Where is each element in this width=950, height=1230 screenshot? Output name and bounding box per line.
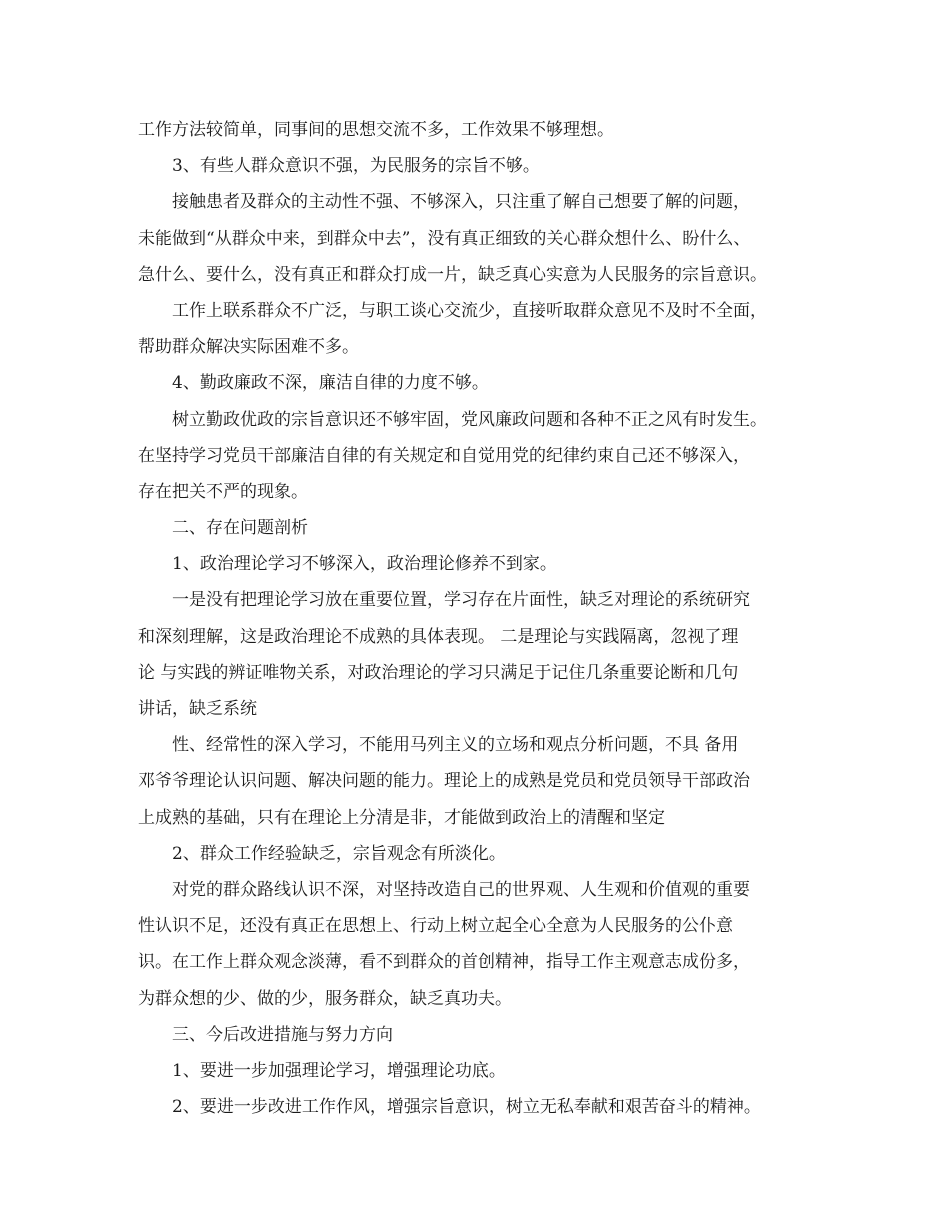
text-line: 识。在工作上群众观念淡薄，看不到群众的首创精神，指导工作主观意志成份多， <box>138 952 750 973</box>
text-line: 工作方法较简单，同事间的思想交流不多，工作效果不够理想。 <box>138 120 614 140</box>
text-line: 和深刻理解，这是政治理论不成熟的具体表现。 二是理论与实践隔离，忽视了理 <box>138 626 739 647</box>
text-line: 上成熟的基础，只有在理论上分清是非，才能做到政治上的清醒和坚定 <box>138 807 665 828</box>
text-line: 性认识不足，还没有真正在思想上、行动上树立起全心全意为人民服务的公仆意 <box>138 916 733 937</box>
text-line: 2、要进一步改进工作作风，增强宗旨意识，树立无私奉献和艰苦奋斗的精神。 <box>172 1097 761 1118</box>
text-line: 三、今后改进措施与努力方向 <box>172 1024 393 1045</box>
text-line: 3、有些人群众意识不强，为民服务的宗旨不够。 <box>172 156 540 177</box>
text-line: 1、要进一步加强理论学习，增强理论功底。 <box>172 1060 506 1081</box>
text-line: 一是没有把理论学习放在重要位置，学习存在片面性，缺乏对理论的系统研究 <box>172 590 750 611</box>
text-line: 对党的群众路线认识不深，对坚持改造自己的世界观、人生观和价值观的重要 <box>172 879 750 900</box>
text-line: 在坚持学习党员干部廉洁自律的有关规定和自觉用党的纪律约束自己还不够深入， <box>138 445 750 466</box>
text-line: 二、存在问题剖析 <box>172 518 308 539</box>
text-line: 帮助群众解决实际困难不多。 <box>138 337 359 358</box>
text-line: 论 与实践的辨证唯物关系，对政治理论的学习只满足于记住几条重要论断和几句 <box>138 662 739 683</box>
text-line: 工作上联系群众不广泛，与职工谈心交流少，直接听取群众意见不及时不全面， <box>172 300 767 321</box>
text-line: 为群众想的少、做的少，服务群众，缺乏真功夫。 <box>138 988 512 1009</box>
text-line: 4、勤政廉政不深，廉洁自律的力度不够。 <box>172 373 489 394</box>
text-line: 急什么、要什么，没有真正和群众打成一片，缺乏真心实意为人民服务的宗旨意识。 <box>138 264 767 285</box>
text-line: 1、政治理论学习不够深入，政治理论修养不到家。 <box>172 554 557 575</box>
text-line: 邓爷爷理论认识问题、解决问题的能力。理论上的成熟是党员和党员领导干部政治 <box>138 771 750 792</box>
text-line: 存在把关不严的现象。 <box>138 481 308 502</box>
text-line: 性、经常性的深入学习，不能用马列主义的立场和观点分析问题，不具 备用 <box>172 735 739 756</box>
text-line: 接触患者及群众的主动性不强、不够深入，只注重了解自己想要了解的问题， <box>172 192 750 213</box>
text-line: 未能做到“从群众中来，到群众中去”，没有真正细致的关心群众想什么、盼什么、 <box>138 228 751 249</box>
document-body <box>138 112 828 1125</box>
text-line: 2、群众工作经验缺乏，宗旨观念有所淡化。 <box>172 843 506 864</box>
text-line: 讲话，缺乏系统 <box>138 699 257 719</box>
text-line: 树立勤政优政的宗旨意识还不够牢固，党风廉政问题和各种不正之风有时发生。 <box>172 409 767 430</box>
